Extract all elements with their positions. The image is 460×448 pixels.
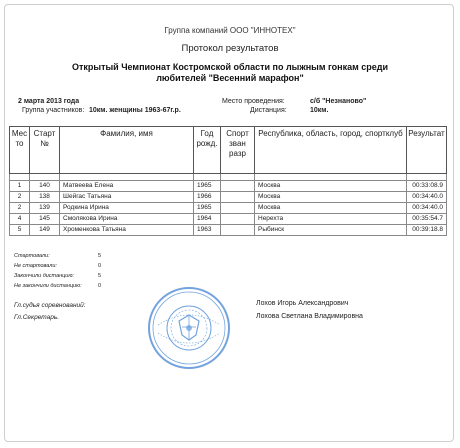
cell-result: 00:35:54.7 [407, 214, 447, 225]
cell-start: 139 [30, 203, 60, 214]
cell-name: Родкина Ирина [60, 203, 194, 214]
header-place: Мес то [10, 127, 30, 174]
cell-place: 5 [10, 225, 30, 236]
cell-rank [221, 192, 255, 203]
document-title: Протокол результатов [181, 43, 279, 54]
cell-place: 1 [10, 181, 30, 192]
cell-rank [221, 225, 255, 236]
header-birth: Год рожд. [194, 127, 221, 174]
cell-birth: 1965 [194, 181, 221, 192]
cell-result: 00:34:40.0 [407, 203, 447, 214]
event-date: 2 марта 2013 года [18, 98, 80, 105]
cell-start: 138 [30, 192, 60, 203]
distance-label: Дистанция: [250, 107, 287, 114]
cell-start: 140 [30, 181, 60, 192]
event-title-line1: Открытый Чемпионат Костромской области по лыжным гонкам среди [71, 62, 388, 72]
cell-club: Москва [255, 203, 407, 214]
official-stamp-icon [146, 285, 232, 371]
distance-value: 10км. [310, 107, 329, 114]
cell-name: Смолякова Ирина [60, 214, 194, 225]
results-table [9, 126, 447, 236]
stat-not-started-label: Не стартовали: [14, 263, 57, 269]
table-row [10, 203, 447, 214]
cell-birth: 1966 [194, 192, 221, 203]
header-rank: Спорт зван разр [221, 127, 255, 174]
cell-place: 4 [10, 214, 30, 225]
cell-birth: 1964 [194, 214, 221, 225]
cell-club: Москва [255, 192, 407, 203]
cell-birth: 1963 [194, 225, 221, 236]
table-row [10, 225, 447, 236]
cell-place: 2 [10, 192, 30, 203]
cell-club: Москва [255, 181, 407, 192]
cell-birth: 1965 [194, 203, 221, 214]
header-name: Фамилия, имя [60, 127, 194, 174]
venue-label: Место проведения: [222, 98, 285, 105]
company-name: Группа компаний ООО "ИННОТЕХ" [164, 26, 296, 35]
cell-result: 00:39:18.8 [407, 225, 447, 236]
cell-club: Рыбинск [255, 225, 407, 236]
secretary-label: Гл.Секретарь. [14, 314, 60, 321]
header-result: Результат [407, 127, 447, 174]
group-value: 10км. женщины 1963-67г.р. [89, 107, 181, 114]
group-label: Группа участников: [22, 107, 85, 114]
table-row [10, 192, 447, 203]
stat-not-finished-label: Не закончили дистанцию: [14, 283, 82, 289]
stat-finished-value: 5 [98, 273, 102, 279]
event-title-line2: любителей "Весенний марафон" [156, 73, 304, 83]
stat-started-value: 5 [98, 253, 102, 259]
secretary-name: Лохова Светлана Владимировна [256, 313, 363, 320]
header-start: Старт № [30, 127, 60, 174]
table-row [10, 181, 447, 192]
cell-name: Шейгас Татьяна [60, 192, 194, 203]
cell-rank [221, 181, 255, 192]
stat-not-finished-value: 0 [98, 283, 102, 289]
stat-finished-label: Закончили дистанцию: [14, 273, 75, 279]
table-header-row [10, 127, 447, 174]
cell-result: 00:33:08.9 [407, 181, 447, 192]
cell-rank [221, 203, 255, 214]
cell-result: 00:34:40.0 [407, 192, 447, 203]
header-club: Республика, область, город, спортклуб [255, 127, 407, 174]
cell-start: 149 [30, 225, 60, 236]
cell-place: 2 [10, 203, 30, 214]
cell-rank [221, 214, 255, 225]
stat-started-label: Стартовали: [14, 253, 50, 259]
judge-name: Лохов Игорь Александрович [256, 300, 349, 307]
cell-start: 145 [30, 214, 60, 225]
venue-value: с/б "Незнаново" [310, 98, 367, 105]
stat-not-started-value: 0 [98, 263, 102, 269]
spacer-row [10, 174, 447, 181]
table-row [10, 214, 447, 225]
cell-club: Нерехта [255, 214, 407, 225]
cell-name: Хроменкова Татьяна [60, 225, 194, 236]
judge-label: Гл.судья соревнований: [14, 302, 86, 309]
cell-name: Матвеева Елена [60, 181, 194, 192]
